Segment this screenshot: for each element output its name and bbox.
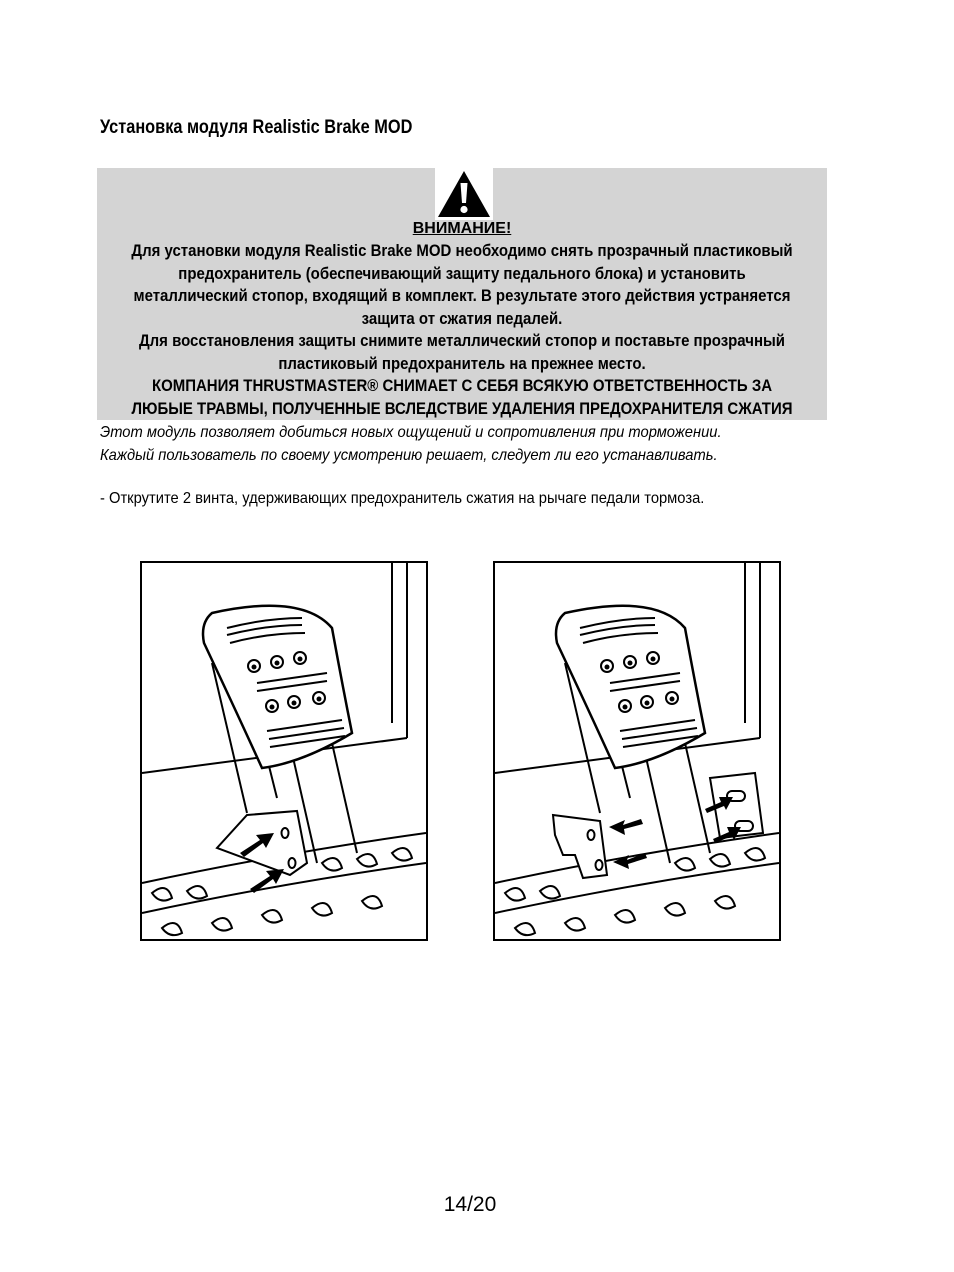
warning-triangle-icon	[435, 168, 493, 220]
warning-line: защита от сжатия педалей.	[361, 309, 563, 328]
warning-line: ЛЮБЫЕ ТРАВМЫ, ПОЛУЧЕННЫЕ ВСЛЕДСТВИЕ УДАЛЕНИЯ ПРЕДОХРАНИТЕЛЯ СЖАТИЯ	[131, 399, 793, 418]
brake-pedal-remove-protector-illustration	[493, 561, 781, 941]
italic-note	[100, 421, 722, 467]
note-line: Этот модуль позволяет добиться новых ощущений и сопротивления при торможении.	[100, 424, 722, 441]
warning-line: Для восстановления защиты снимите металлический стопор и поставьте прозрачный	[138, 332, 786, 350]
instruction-step: - Открутите 2 винта, удерживающих предохранитель сжатия на рычаге педали тормоза.	[100, 490, 705, 507]
warning-text	[97, 240, 827, 420]
warning-line: предохранитель (обеспечивающий защиту педального блока) и установить	[178, 264, 746, 283]
brake-pedal-unscrew-illustration	[140, 561, 428, 941]
warning-line: металлический стопор, входящий в комплект. В результате этого действия устраняется	[133, 287, 791, 305]
page-title: Установка модуля Realistic Brake MOD	[100, 117, 413, 138]
warning-line: пластиковый предохранитель на прежнее место.	[278, 354, 646, 373]
note-line: Каждый пользователь по своему усмотрению решает, следует ли его устанавливать.	[100, 447, 718, 464]
warning-heading: ВНИМАНИЕ!	[412, 220, 512, 237]
warning-line: КОМПАНИЯ THRUSTMASTER® СНИМАЕТ С СЕБЯ ВСЯКУЮ ОТВЕТСТВЕННОСТЬ ЗА	[151, 377, 773, 395]
warning-line: Для установки модуля Realistic Brake MOD необходимо снять прозрачный пластиковый	[131, 242, 793, 260]
page-number: 14/20	[443, 1193, 497, 1216]
